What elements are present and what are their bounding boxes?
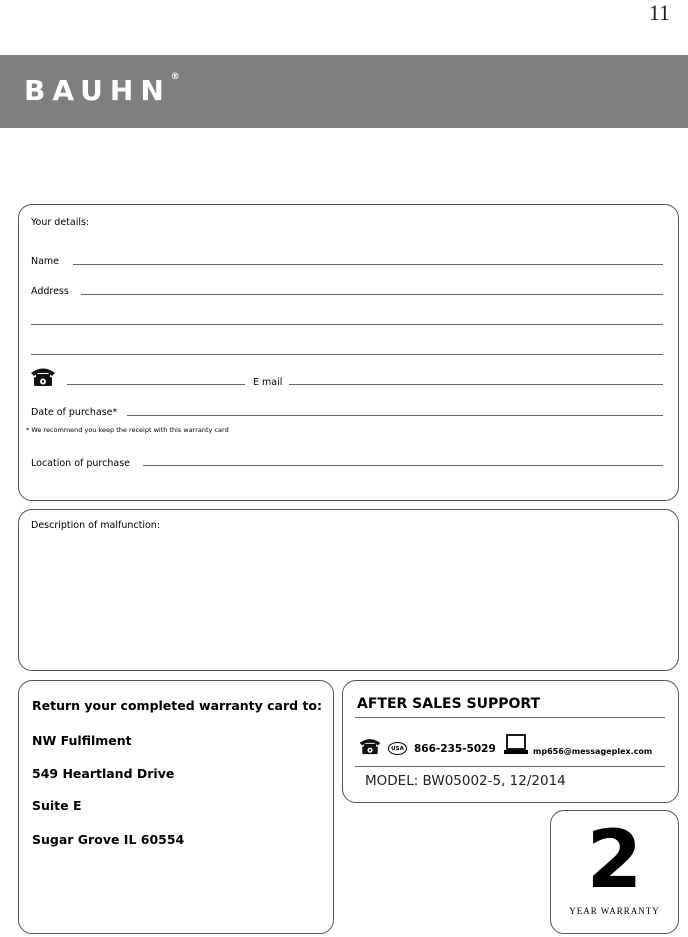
- support-box: [342, 680, 679, 803]
- trademark-symbol: ®: [170, 72, 180, 82]
- model-info: MODEL: BW05002-5, 12/2014: [365, 773, 566, 789]
- support-divider-top: [355, 717, 665, 718]
- warranty-years: 2: [586, 813, 643, 906]
- usa-label: USA: [391, 746, 404, 752]
- return-heading: Return your completed warranty card to:: [32, 698, 323, 713]
- brand-logo: [24, 74, 180, 107]
- return-company: NW Fulfilment: [32, 733, 132, 748]
- support-phone[interactable]: 866-235-5029: [414, 743, 496, 755]
- date-of-purchase-label: Date of purchase*: [31, 407, 118, 418]
- email-label: E mail: [253, 377, 283, 388]
- brand-name: BAUHN: [24, 74, 171, 107]
- brand-banner: [0, 55, 688, 128]
- telephone-icon: [29, 365, 57, 387]
- details-box: [18, 204, 679, 501]
- laptop-icon: [503, 734, 529, 755]
- phone-field[interactable]: [67, 384, 245, 385]
- usa-region-badge: [388, 742, 407, 755]
- return-address-box: [18, 680, 334, 934]
- support-heading: AFTER SALES SUPPORT: [357, 696, 541, 712]
- page-number: 11: [648, 0, 670, 25]
- address-field-line-3[interactable]: [31, 354, 663, 355]
- location-of-purchase-label: Location of purchase: [31, 458, 130, 469]
- telephone-icon: [358, 736, 382, 755]
- support-divider-bottom: [355, 766, 665, 767]
- details-heading: Your details:: [31, 217, 90, 228]
- address-field-line-1[interactable]: [81, 294, 663, 295]
- name-label: Name: [31, 256, 60, 267]
- address-label: Address: [31, 286, 69, 297]
- date-of-purchase-field[interactable]: [127, 415, 663, 416]
- return-street: 549 Heartland Drive: [32, 766, 175, 781]
- email-field[interactable]: [289, 384, 663, 385]
- address-field-line-2[interactable]: [31, 324, 663, 325]
- malfunction-heading: Description of malfunction:: [31, 520, 161, 531]
- location-of-purchase-field[interactable]: [143, 465, 663, 466]
- receipt-note: * We recommend you keep the receipt with this warranty card: [26, 426, 229, 434]
- warranty-label: YEAR WARRANTY: [569, 906, 660, 916]
- warranty-badge: [550, 810, 679, 934]
- return-city: Sugar Grove IL 60554: [32, 832, 185, 847]
- malfunction-box[interactable]: [18, 509, 679, 671]
- support-email[interactable]: mp656@messageplex.com: [533, 747, 653, 756]
- return-suite: Suite E: [32, 798, 82, 813]
- name-field[interactable]: [73, 264, 663, 265]
